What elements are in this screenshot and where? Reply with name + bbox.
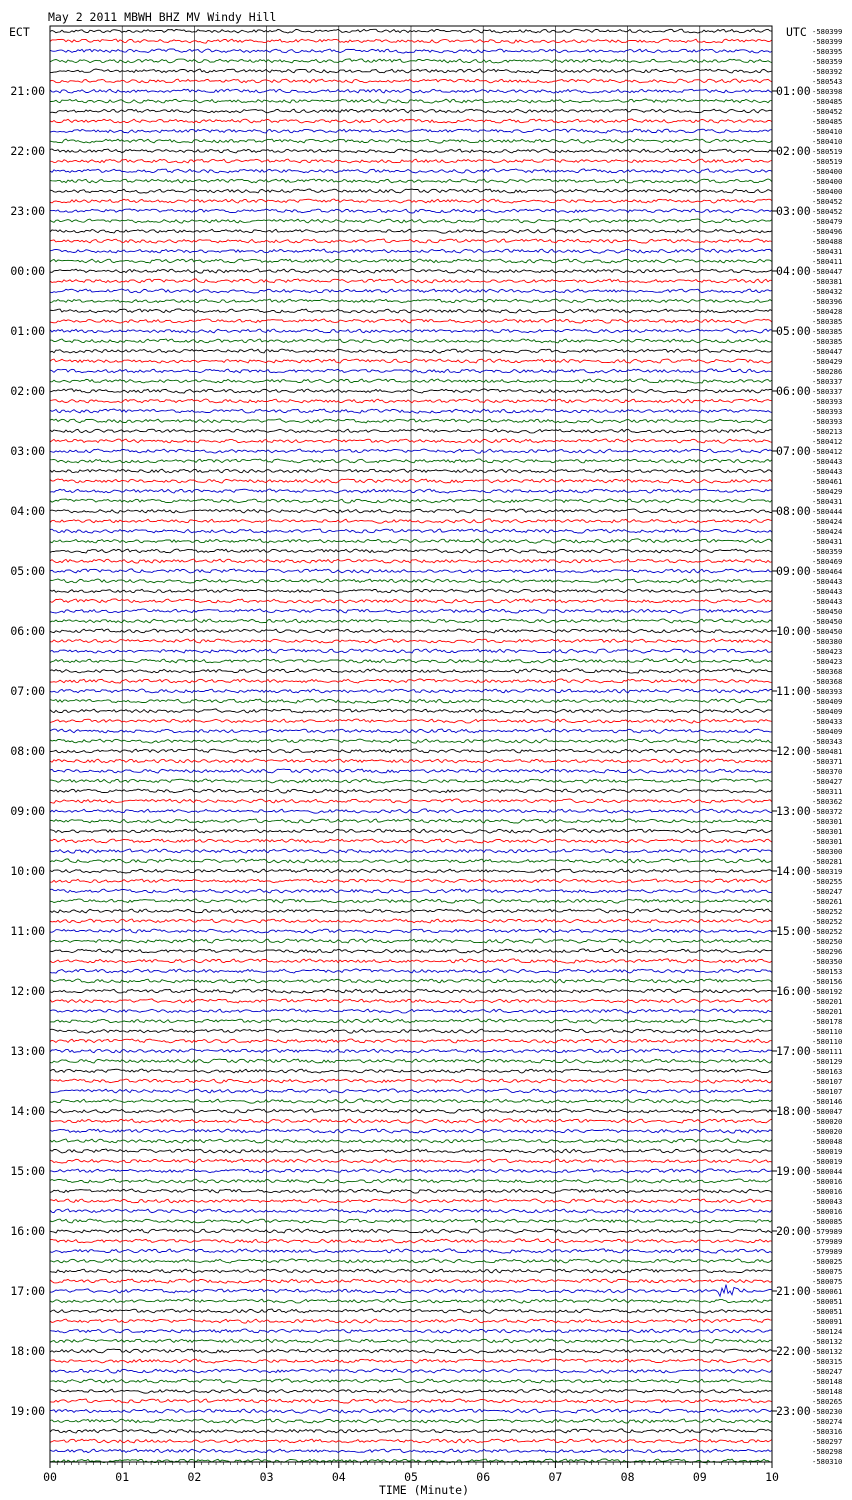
offset-label-66: -580368 — [812, 677, 843, 686]
x-tick-label-4: 04 — [331, 1470, 346, 1484]
left-hour-label-8: 04:00 — [10, 504, 45, 518]
x-axis-label: TIME (Minute) — [378, 1483, 470, 1497]
offset-label-29: -580428 — [812, 307, 843, 316]
offset-label-93: -580296 — [812, 947, 843, 956]
right-hour-label-20: 20:00 — [776, 1224, 811, 1238]
offset-label-57: -580443 — [812, 587, 843, 596]
right-hour-label-13: 13:00 — [776, 804, 811, 818]
offset-label-113: -580019 — [812, 1147, 843, 1156]
offset-label-103: -580111 — [812, 1047, 843, 1056]
x-tick-label-7: 07 — [548, 1470, 563, 1484]
offset-label-34: -580429 — [812, 357, 843, 366]
offset-label-131: -580124 — [812, 1327, 843, 1336]
offset-label-5: -580392 — [812, 67, 843, 76]
right-hour-label-12: 12:00 — [776, 744, 811, 758]
offset-label-102: -580110 — [812, 1037, 843, 1046]
offset-label-72: -580343 — [812, 737, 843, 746]
offset-label-47: -580429 — [812, 487, 843, 496]
left-hour-label-10: 06:00 — [10, 624, 45, 638]
offset-label-12: -580410 — [812, 137, 843, 146]
offset-label-58: -580443 — [812, 597, 843, 606]
offset-label-7: -580398 — [812, 87, 843, 96]
offset-label-120: -580085 — [812, 1217, 843, 1226]
offset-label-144: -580310 — [812, 1457, 843, 1466]
offset-label-37: -580337 — [812, 387, 843, 396]
offset-label-74: -580371 — [812, 757, 843, 766]
offset-label-13: -580519 — [812, 147, 843, 156]
left-hour-label-11: 07:00 — [10, 684, 45, 698]
left-hour-label-14: 10:00 — [10, 864, 45, 878]
offset-label-2: -580399 — [812, 37, 843, 46]
offset-label-36: -580337 — [812, 377, 843, 386]
x-tick-label-6: 06 — [476, 1470, 491, 1484]
offset-label-85: -580319 — [812, 867, 843, 876]
offset-label-134: -580315 — [812, 1357, 843, 1366]
left-hour-label-17: 13:00 — [10, 1044, 45, 1058]
left-hour-label-7: 03:00 — [10, 444, 45, 458]
offset-label-98: -580201 — [812, 997, 843, 1006]
offset-label-55: -580464 — [812, 567, 843, 576]
right-hour-label-16: 16:00 — [776, 984, 811, 998]
offset-label-114: -580019 — [812, 1157, 843, 1166]
offset-label-128: -580051 — [812, 1297, 843, 1306]
offset-label-87: -580247 — [812, 887, 843, 896]
right-hour-label-2: 02:00 — [776, 144, 811, 158]
offset-label-21: -580496 — [812, 227, 843, 236]
left-hour-label-20: 16:00 — [10, 1224, 45, 1238]
offset-label-63: -580423 — [812, 647, 843, 656]
right-hour-label-11: 11:00 — [776, 684, 811, 698]
offset-label-95: -580153 — [812, 967, 843, 976]
offset-label-20: -580479 — [812, 217, 843, 226]
offset-label-76: -580427 — [812, 777, 843, 786]
left-zone-label: ECT — [9, 25, 30, 39]
offset-label-121: -579989 — [812, 1227, 843, 1236]
offset-label-70: -580433 — [812, 717, 843, 726]
offset-label-45: -580443 — [812, 467, 843, 476]
left-hour-label-5: 01:00 — [10, 324, 45, 338]
offset-label-126: -580075 — [812, 1277, 843, 1286]
offset-label-109: -580047 — [812, 1107, 843, 1116]
offset-label-141: -580316 — [812, 1427, 843, 1436]
offset-label-92: -580250 — [812, 937, 843, 946]
x-tick-label-2: 02 — [187, 1470, 202, 1484]
offset-label-111: -580020 — [812, 1127, 843, 1136]
left-hour-label-16: 12:00 — [10, 984, 45, 998]
offset-label-123: -579989 — [812, 1247, 843, 1256]
right-hour-label-1: 01:00 — [776, 84, 811, 98]
left-hour-label-9: 05:00 — [10, 564, 45, 578]
offset-label-61: -580450 — [812, 627, 843, 636]
offset-label-27: -580432 — [812, 287, 843, 296]
offset-label-77: -580311 — [812, 787, 843, 796]
left-hour-label-4: 00:00 — [10, 264, 45, 278]
right-hour-label-23: 23:00 — [776, 1404, 811, 1418]
offset-label-75: -580370 — [812, 767, 843, 776]
offset-label-100: -580178 — [812, 1017, 843, 1026]
offset-label-136: -580148 — [812, 1377, 843, 1386]
offset-label-31: -580385 — [812, 327, 843, 336]
offset-label-50: -580424 — [812, 517, 843, 526]
x-tick-label-9: 09 — [692, 1470, 707, 1484]
offset-label-46: -580461 — [812, 477, 843, 486]
offset-label-33: -580447 — [812, 347, 843, 356]
offset-label-99: -580201 — [812, 1007, 843, 1016]
offset-label-16: -580400 — [812, 177, 843, 186]
right-hour-label-4: 04:00 — [776, 264, 811, 278]
offset-label-94: -580350 — [812, 957, 843, 966]
offset-label-65: -580368 — [812, 667, 843, 676]
offset-label-107: -580107 — [812, 1087, 843, 1096]
offset-label-96: -580156 — [812, 977, 843, 986]
x-tick-label-8: 08 — [620, 1470, 635, 1484]
left-hour-label-13: 09:00 — [10, 804, 45, 818]
offset-label-6: -580543 — [812, 77, 843, 86]
offset-label-15: -580400 — [812, 167, 843, 176]
offset-label-127: -580061 — [812, 1287, 843, 1296]
offset-label-86: -580255 — [812, 877, 843, 886]
left-hour-label-18: 14:00 — [10, 1104, 45, 1118]
right-hour-label-15: 15:00 — [776, 924, 811, 938]
left-hour-label-2: 22:00 — [10, 144, 45, 158]
x-tick-label-0: 00 — [43, 1470, 57, 1484]
offset-label-35: -580286 — [812, 367, 843, 376]
offset-label-110: -580020 — [812, 1117, 843, 1126]
offset-label-138: -580265 — [812, 1397, 843, 1406]
right-hour-label-19: 19:00 — [776, 1164, 811, 1178]
offset-label-90: -580252 — [812, 917, 843, 926]
offset-label-101: -580110 — [812, 1027, 843, 1036]
offset-label-60: -580450 — [812, 617, 843, 626]
offset-label-23: -580431 — [812, 247, 843, 256]
x-axis — [43, 1462, 779, 1484]
left-hour-label-22: 18:00 — [10, 1344, 45, 1358]
offset-label-62: -580380 — [812, 637, 843, 646]
right-hour-label-14: 14:00 — [776, 864, 811, 878]
offset-label-42: -580412 — [812, 437, 843, 446]
left-hour-label-15: 11:00 — [10, 924, 45, 938]
offset-label-38: -580393 — [812, 397, 843, 406]
offset-label-83: -580300 — [812, 847, 843, 856]
right-hour-label-7: 07:00 — [776, 444, 811, 458]
right-hour-label-10: 10:00 — [776, 624, 811, 638]
offset-label-78: -580362 — [812, 797, 843, 806]
offset-label-1: -580399 — [812, 27, 843, 36]
offset-label-40: -580393 — [812, 417, 843, 426]
offset-labels — [812, 27, 842, 1466]
offset-label-112: -580048 — [812, 1137, 843, 1146]
offset-label-89: -580252 — [812, 907, 843, 916]
offset-label-32: -580385 — [812, 337, 843, 346]
offset-label-19: -580452 — [812, 207, 843, 216]
offset-label-124: -580025 — [812, 1257, 843, 1266]
offset-label-28: -580396 — [812, 297, 843, 306]
offset-label-125: -580075 — [812, 1267, 843, 1276]
offset-label-18: -580452 — [812, 197, 843, 206]
offset-label-53: -580359 — [812, 547, 843, 556]
offset-label-56: -580443 — [812, 577, 843, 586]
right-hour-label-6: 06:00 — [776, 384, 811, 398]
offset-label-130: -580091 — [812, 1317, 843, 1326]
offset-label-30: -580385 — [812, 317, 843, 326]
offset-label-137: -580148 — [812, 1387, 843, 1396]
offset-label-9: -580452 — [812, 107, 843, 116]
offset-label-82: -580301 — [812, 837, 843, 846]
offset-label-133: -580132 — [812, 1347, 843, 1356]
offset-label-59: -580450 — [812, 607, 843, 616]
chart-title: May 2 2011 MBWH BHZ MV Windy Hill — [48, 10, 277, 24]
offset-label-17: -580400 — [812, 187, 843, 196]
offset-label-24: -580411 — [812, 257, 843, 266]
offset-label-118: -580043 — [812, 1197, 843, 1206]
offset-label-26: -580381 — [812, 277, 843, 286]
left-hour-label-23: 19:00 — [10, 1404, 45, 1418]
x-tick-label-10: 10 — [765, 1470, 779, 1484]
offset-label-14: -580519 — [812, 157, 843, 166]
right-hour-label-17: 17:00 — [776, 1044, 811, 1058]
offset-label-97: -580192 — [812, 987, 843, 996]
left-hour-label-21: 17:00 — [10, 1284, 45, 1298]
left-hour-label-1: 21:00 — [10, 84, 45, 98]
offset-label-129: -580051 — [812, 1307, 843, 1316]
offset-label-11: -580410 — [812, 127, 843, 136]
offset-label-142: -580297 — [812, 1437, 843, 1446]
offset-label-41: -580213 — [812, 427, 843, 436]
offset-label-88: -580261 — [812, 897, 843, 906]
offset-label-117: -580016 — [812, 1187, 843, 1196]
offset-label-71: -580409 — [812, 727, 843, 736]
offset-label-39: -580393 — [812, 407, 843, 416]
right-zone-label: UTC — [786, 25, 807, 39]
x-tick-label-3: 03 — [259, 1470, 274, 1484]
offset-label-108: -580146 — [812, 1097, 843, 1106]
offset-label-135: -580247 — [812, 1367, 843, 1376]
offset-label-10: -580485 — [812, 117, 843, 126]
offset-label-106: -580107 — [812, 1077, 843, 1086]
offset-label-8: -580485 — [812, 97, 843, 106]
offset-label-73: -580481 — [812, 747, 843, 756]
offset-label-140: -580274 — [812, 1417, 843, 1426]
offset-label-81: -580301 — [812, 827, 843, 836]
offset-label-68: -580409 — [812, 697, 843, 706]
left-hour-label-6: 02:00 — [10, 384, 45, 398]
offset-label-84: -580281 — [812, 857, 843, 866]
left-hour-label-3: 23:00 — [10, 204, 45, 218]
offset-label-43: -580412 — [812, 447, 843, 456]
offset-label-48: -580431 — [812, 497, 843, 506]
offset-label-119: -580016 — [812, 1207, 843, 1216]
offset-label-91: -580252 — [812, 927, 843, 936]
offset-label-64: -580423 — [812, 657, 843, 666]
offset-label-105: -580163 — [812, 1067, 843, 1076]
offset-label-54: -580469 — [812, 557, 843, 566]
offset-label-115: -580044 — [812, 1167, 843, 1176]
right-hour-label-5: 05:00 — [776, 324, 811, 338]
offset-label-132: -580132 — [812, 1337, 843, 1346]
right-hour-label-18: 18:00 — [776, 1104, 811, 1118]
offset-label-51: -580424 — [812, 527, 843, 536]
offset-label-22: -580488 — [812, 237, 843, 246]
offset-label-44: -580443 — [812, 457, 843, 466]
offset-label-3: -580395 — [812, 47, 843, 56]
offset-label-116: -580016 — [812, 1177, 843, 1186]
offset-label-122: -579989 — [812, 1237, 843, 1246]
offset-label-104: -580129 — [812, 1057, 843, 1066]
offset-label-69: -580409 — [812, 707, 843, 716]
offset-label-25: -580447 — [812, 267, 843, 276]
offset-label-143: -580298 — [812, 1447, 843, 1456]
left-hour-label-12: 08:00 — [10, 744, 45, 758]
right-hour-label-8: 08:00 — [776, 504, 811, 518]
offset-label-79: -580372 — [812, 807, 843, 816]
right-hour-label-22: 22:00 — [776, 1344, 811, 1358]
offset-label-49: -580444 — [812, 507, 843, 516]
x-tick-label-5: 05 — [404, 1470, 418, 1484]
offset-label-52: -580431 — [812, 537, 843, 546]
offset-label-4: -580359 — [812, 57, 843, 66]
right-hour-label-3: 03:00 — [776, 204, 811, 218]
offset-label-139: -580230 — [812, 1407, 843, 1416]
offset-label-67: -580393 — [812, 687, 843, 696]
right-hour-label-21: 21:00 — [776, 1284, 811, 1298]
right-hour-label-9: 09:00 — [776, 564, 811, 578]
offset-label-80: -580301 — [812, 817, 843, 826]
left-hour-label-19: 15:00 — [10, 1164, 45, 1178]
x-tick-label-1: 01 — [115, 1470, 130, 1484]
